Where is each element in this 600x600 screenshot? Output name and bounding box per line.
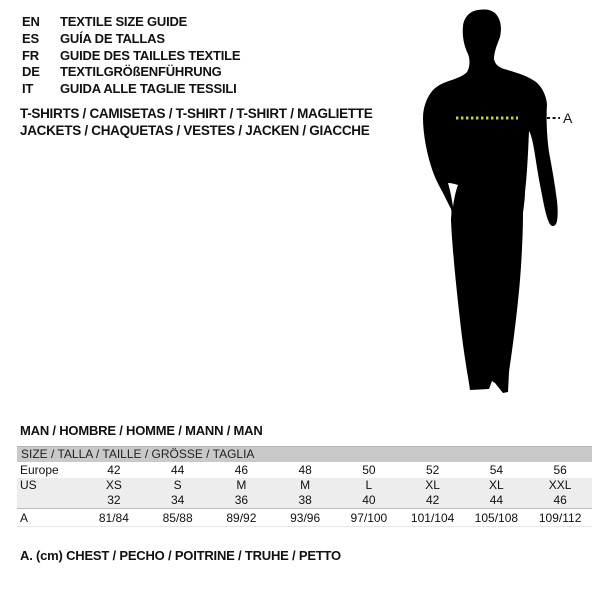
size-cell: 89/92	[226, 511, 257, 525]
size-cell: XXL	[548, 478, 572, 492]
size-cell: 50	[362, 463, 376, 477]
man-silhouette	[423, 9, 558, 393]
language-code: FR	[22, 47, 39, 63]
size-cell: 97/100	[350, 511, 388, 525]
table-row-chest-a	[17, 508, 592, 527]
size-cell: 32	[107, 493, 121, 507]
size-cell: 38	[298, 493, 312, 507]
measure-label-a: A	[563, 110, 573, 126]
size-cell: 52	[425, 463, 440, 477]
table-row-us-numeric	[17, 493, 592, 508]
size-cell: 93/96	[290, 511, 321, 525]
size-cell: 34	[170, 493, 185, 507]
size-table-header: SIZE / TALLA / TAILLE / GRÖSSE / TAGLIA	[17, 446, 592, 462]
size-cell: 46	[234, 463, 249, 477]
size-cell: M	[236, 478, 247, 492]
row-label: A	[20, 511, 29, 525]
size-cell: S	[173, 478, 182, 492]
category-line-jackets: JACKETS / CHAQUETAS / VESTES / JACKEN / GIACCHE	[20, 122, 370, 138]
table-row-europe	[17, 462, 592, 478]
language-code: DE	[22, 64, 40, 80]
size-cell: 42	[425, 493, 440, 507]
size-cell: 101/104	[410, 511, 455, 525]
row-label: Europe	[20, 463, 59, 477]
size-cell: 46	[553, 493, 567, 507]
language-label: TEXTILGRÖßENFÜHRUNG	[60, 64, 222, 80]
size-cell: 56	[553, 463, 567, 477]
size-cell: 81/84	[98, 511, 129, 525]
size-cell: 105/108	[474, 511, 519, 525]
language-label: TEXTILE SIZE GUIDE	[60, 14, 188, 29]
size-cell: XS	[105, 478, 122, 492]
language-label: GUÍA DE TALLAS	[60, 30, 165, 46]
row-label	[17, 493, 82, 508]
size-table	[17, 446, 592, 527]
size-cell: 85/88	[162, 511, 193, 525]
size-cell: 48	[298, 463, 312, 477]
size-cell: 44	[170, 463, 185, 477]
size-cell: 54	[489, 463, 504, 477]
language-label: GUIDA ALLE TAGLIE TESSILI	[60, 81, 237, 97]
language-label: GUIDE DES TAILLES TEXTILE	[60, 47, 241, 63]
size-cell: 40	[362, 493, 376, 507]
size-cell: 109/112	[538, 511, 582, 525]
language-code: ES	[22, 30, 39, 46]
language-code: EN	[22, 14, 40, 29]
language-code: IT	[22, 81, 34, 97]
category-line-tshirts: T-SHIRTS / CAMISETAS / T-SHIRT / T-SHIRT / MAGLIETTE	[20, 106, 373, 121]
size-cell: XL	[425, 478, 440, 492]
footnote-chest-legend: A. (cm) CHEST / PECHO / POITRINE / TRUHE / PETTO	[20, 548, 341, 563]
section-title-man: MAN / HOMBRE / HOMME / MANN / MAN	[20, 423, 263, 438]
size-cell: M	[300, 478, 311, 492]
row-label: US	[20, 478, 37, 492]
size-cell: XL	[489, 478, 504, 492]
table-row-us	[17, 478, 592, 493]
size-cell: 44	[489, 493, 504, 507]
size-cell: L	[365, 478, 373, 492]
size-cell: 36	[234, 493, 249, 507]
size-cell: 42	[107, 463, 121, 477]
